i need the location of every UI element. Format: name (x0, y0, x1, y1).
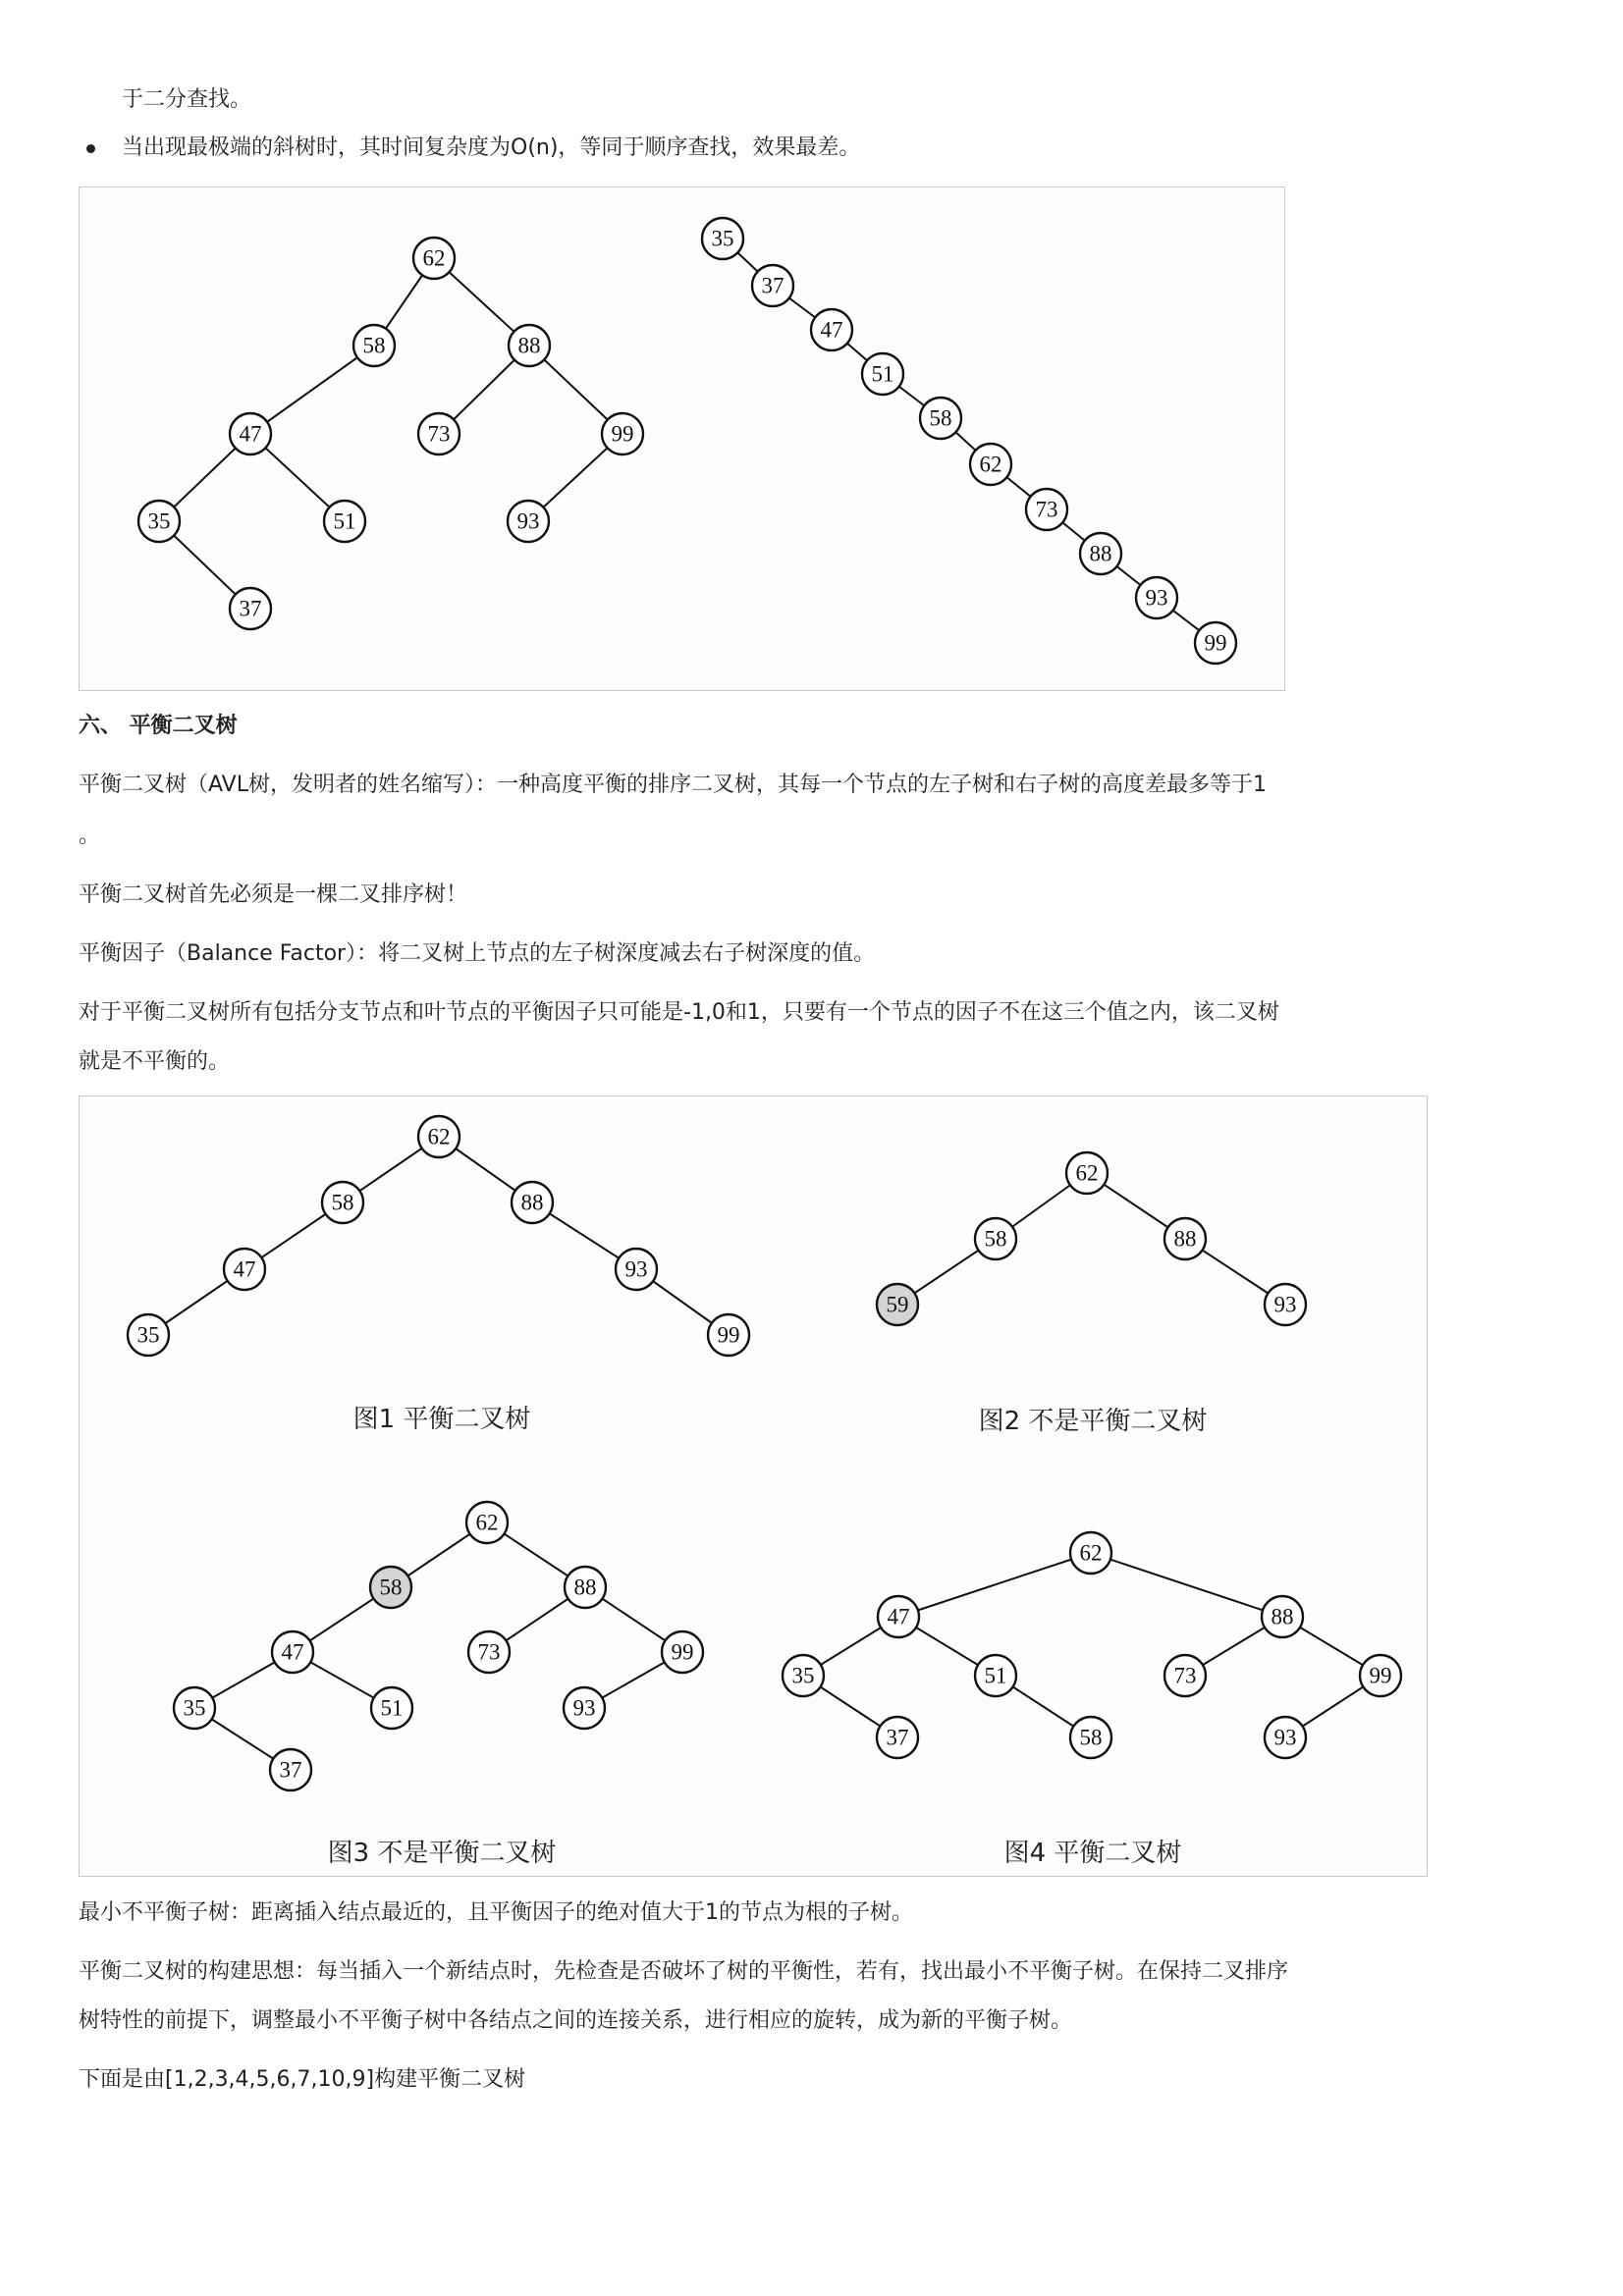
tree-node (970, 444, 1011, 485)
figure-caption: 图1 平衡二叉树 (352, 1405, 531, 1434)
tree-node (708, 1314, 749, 1356)
svg-text:93: 93 (572, 1695, 596, 1721)
svg-text:73: 73 (1035, 497, 1058, 522)
tree-node-highlighted (370, 1567, 411, 1608)
svg-text:88: 88 (520, 1190, 544, 1215)
figure-caption: 图3 不是平衡二叉树 (327, 1839, 557, 1868)
tree-node (174, 1687, 215, 1729)
intro-line: 于二分查找。 (122, 87, 252, 112)
svg-text:99: 99 (611, 421, 634, 447)
tree-node (1026, 489, 1067, 530)
tree-node (324, 501, 365, 542)
tree-node (702, 218, 743, 259)
tree-node (1265, 1717, 1306, 1758)
tree-edge (1091, 1553, 1282, 1617)
tree-node (466, 1502, 508, 1543)
tree-node (564, 1687, 605, 1729)
svg-text:47: 47 (281, 1639, 304, 1665)
svg-text:73: 73 (427, 421, 451, 447)
para-next: 下面是由[1,2,3,4,5,6,7,10,9]构建平衡二叉树 (79, 2067, 526, 2092)
svg-text:62: 62 (422, 245, 446, 271)
svg-text:58: 58 (331, 1190, 354, 1215)
tree-node (862, 353, 903, 395)
tree-node (1265, 1284, 1306, 1325)
svg-text:88: 88 (1173, 1226, 1197, 1252)
bullet-dot (86, 144, 95, 153)
figure-avl-examples (79, 1095, 1428, 1877)
svg-text:37: 37 (886, 1725, 909, 1750)
tree-node (1066, 1152, 1108, 1194)
tree-node (1070, 1717, 1111, 1758)
tree-node (413, 238, 455, 279)
svg-text:47: 47 (233, 1256, 256, 1282)
svg-text:88: 88 (517, 333, 541, 358)
svg-text:58: 58 (379, 1575, 403, 1600)
tree-node (371, 1687, 412, 1729)
tree-node (322, 1182, 363, 1223)
tree-node (783, 1655, 824, 1696)
svg-text:58: 58 (984, 1226, 1007, 1252)
tree-node (920, 398, 961, 439)
tree-edge (898, 1553, 1091, 1617)
svg-text:99: 99 (671, 1639, 694, 1665)
svg-text:51: 51 (380, 1695, 404, 1721)
tree-node (602, 413, 643, 454)
svg-text:35: 35 (711, 226, 734, 251)
para-balance-factor: 平衡因子（Balance Factor）：将二叉树上节点的左子树深度减去右子树深度的值。 (79, 941, 876, 966)
tree-node (468, 1631, 510, 1673)
svg-text:93: 93 (1273, 1725, 1297, 1750)
tree-node (509, 325, 550, 366)
para-construction-line2: 树特性的前提下，调整最小不平衡子树中各结点之间的连接关系，进行相应的旋转，成为新的平衡子树。 (79, 2008, 1073, 2033)
tree-node (272, 1631, 313, 1673)
tree-node (565, 1567, 606, 1608)
tree-node (418, 1116, 460, 1157)
svg-text:58: 58 (1079, 1725, 1103, 1750)
tree-node (353, 325, 395, 366)
tree-node (508, 501, 549, 542)
tree-node (877, 1717, 918, 1758)
svg-text:73: 73 (477, 1639, 501, 1665)
tree-node (128, 1314, 169, 1356)
figure-bst-comparison (79, 187, 1285, 691)
tree-node (811, 309, 852, 350)
tree-node (512, 1182, 553, 1223)
tree-node (662, 1631, 703, 1673)
para-definition-line2: 。 (79, 824, 101, 848)
tree-node (878, 1596, 919, 1637)
svg-text:93: 93 (1145, 585, 1168, 611)
svg-text:37: 37 (761, 273, 784, 298)
para-condition-line2: 就是不平衡的。 (79, 1049, 231, 1074)
figure-caption: 图4 平衡二叉树 (1003, 1839, 1182, 1868)
figure-caption: 图2 不是平衡二叉树 (978, 1407, 1208, 1436)
tree-node (230, 588, 271, 629)
tree-node (270, 1749, 311, 1790)
svg-text:62: 62 (979, 452, 1002, 477)
svg-text:35: 35 (136, 1322, 160, 1348)
section-heading: 六、 平衡二叉树 (79, 714, 238, 738)
svg-text:37: 37 (239, 596, 262, 621)
svg-text:62: 62 (1075, 1160, 1099, 1186)
tree-node (1070, 1532, 1111, 1574)
svg-text:35: 35 (791, 1663, 815, 1688)
tree-node (1136, 577, 1177, 618)
svg-text:99: 99 (1369, 1663, 1392, 1688)
svg-text:51: 51 (984, 1663, 1007, 1688)
para-definition-line1: 平衡二叉树（AVL树，发明者的姓名缩写）：一种高度平衡的排序二叉树，其每一个节点的左子树和右子树的高度差最多等于1 (79, 773, 1267, 797)
svg-text:35: 35 (147, 508, 171, 534)
bullet-text: 当出现最极端的斜树时，其时间复杂度为O(n)，等同于顺序查找，效果最差。 (122, 135, 861, 160)
svg-text:62: 62 (475, 1510, 499, 1535)
svg-text:88: 88 (573, 1575, 597, 1600)
tree-node (1195, 622, 1236, 664)
para-must-be-sorted: 平衡二叉树首先必须是一棵二叉排序树！ (79, 882, 468, 907)
svg-text:47: 47 (820, 317, 843, 343)
tree-node (224, 1249, 265, 1290)
tree-node (1164, 1218, 1206, 1259)
figure-bst-svg (80, 187, 1284, 690)
tree-node (975, 1655, 1016, 1696)
figure-avl-svg (80, 1096, 1427, 1876)
para-min-unbalanced: 最小不平衡子树：距离插入结点最近的，且平衡因子的绝对值大于1的节点为根的子树。 (79, 1900, 913, 1925)
svg-text:35: 35 (183, 1695, 206, 1721)
svg-text:51: 51 (333, 508, 356, 534)
tree-node (418, 413, 460, 454)
tree-node (616, 1249, 657, 1290)
svg-text:88: 88 (1271, 1604, 1294, 1629)
tree-node (1360, 1655, 1401, 1696)
svg-text:99: 99 (1204, 630, 1227, 656)
svg-text:93: 93 (516, 508, 540, 534)
svg-text:62: 62 (427, 1124, 451, 1149)
tree-edge (250, 346, 374, 434)
tree-node (1164, 1655, 1206, 1696)
svg-text:62: 62 (1079, 1540, 1103, 1566)
tree-node (138, 501, 180, 542)
svg-text:99: 99 (717, 1322, 740, 1348)
tree-node (1262, 1596, 1303, 1637)
para-condition-line1: 对于平衡二叉树所有包括分支节点和叶节点的平衡因子只可能是-1,0和1，只要有一个节点的因子不在这三个值之内，该二叉树 (79, 1000, 1279, 1025)
svg-text:58: 58 (362, 333, 386, 358)
tree-node (1080, 533, 1121, 574)
tree-node-highlighted (877, 1284, 918, 1325)
tree-node (230, 413, 271, 454)
svg-text:47: 47 (887, 1604, 910, 1629)
para-construction-line1: 平衡二叉树的构建思想：每当插入一个新结点时，先检查是否破坏了树的平衡性，若有，找出最小不平衡子树。在保持二叉排序 (79, 1959, 1289, 1984)
tree-node (975, 1218, 1016, 1259)
svg-text:51: 51 (871, 361, 894, 387)
svg-text:88: 88 (1089, 541, 1112, 566)
svg-text:58: 58 (929, 405, 952, 431)
svg-text:93: 93 (624, 1256, 648, 1282)
svg-text:59: 59 (886, 1292, 909, 1317)
svg-text:73: 73 (1173, 1663, 1197, 1688)
svg-text:47: 47 (239, 421, 262, 447)
svg-text:37: 37 (279, 1757, 302, 1783)
tree-node (752, 265, 793, 306)
svg-text:93: 93 (1273, 1292, 1297, 1317)
